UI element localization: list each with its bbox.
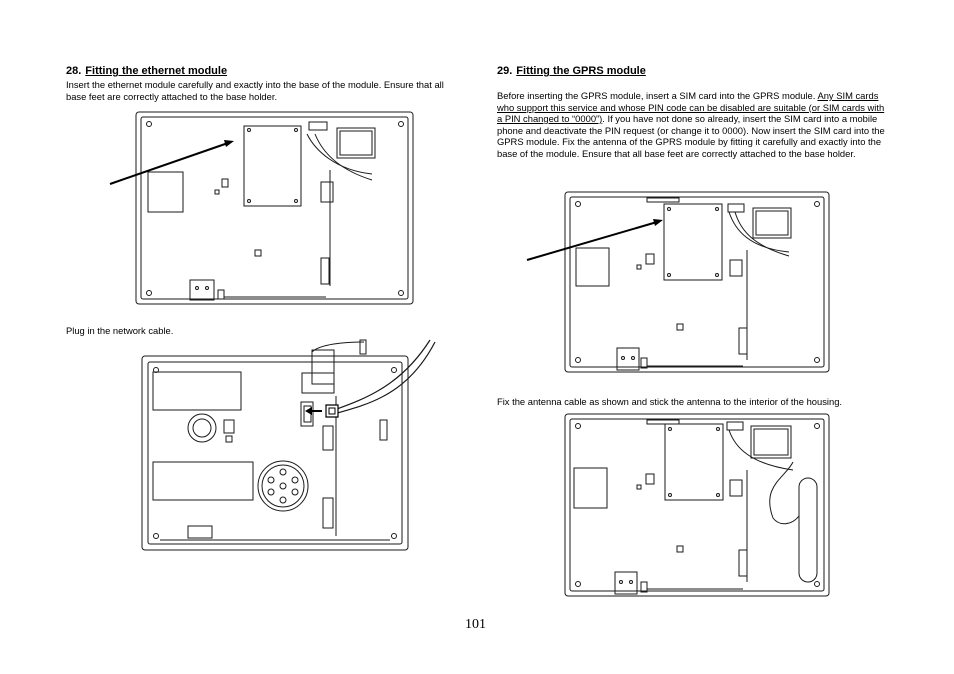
ethernet-module-figure (110, 110, 415, 306)
network-cable-figure (140, 340, 440, 552)
page-number: 101 (465, 617, 486, 632)
section-29-text-underlined: Any SIM cards who support this service and whose PIN code can be disabled are suitable (or SIM cards with a PIN changed to “0000”) (497, 90, 885, 124)
section-28-text: Insert the ethernet module carefully and exactly into the base of the module. Ensure that all base feet are correctly attached to the base holder. (66, 79, 444, 102)
section-28-caption: Plug in the network cable. (66, 325, 174, 336)
gprs-antenna-figure (565, 412, 831, 598)
gprs-module-figure (527, 190, 832, 374)
section-28-title: Fitting the ethernet module (85, 65, 228, 77)
section-29-number: 29. (497, 65, 513, 77)
section-29-caption: Fix the antenna cable as shown and stick the antenna to the interior of the housing. (497, 396, 843, 407)
section-29-text-after: . If you have not done so already, insert the SIM card into a mobile phone and deactivate the PIN request (or change it to 0000). Now insert the SIM card into the GPRS module. Fix the antenna of the GPRS module by fitting it carefully and exactly into the base of the module. Ensure that all base feet are correctly attached to the base holder. (497, 113, 885, 159)
section-28-number: 28. (66, 65, 82, 77)
section-29-text (497, 90, 887, 159)
section-29-text-before: Before inserting the GPRS module, insert a SIM card into the GPRS module. (497, 90, 818, 101)
section-29-heading (497, 65, 646, 77)
section-29-title: Fitting the GPRS module (516, 65, 646, 77)
section-28-heading (66, 65, 227, 77)
